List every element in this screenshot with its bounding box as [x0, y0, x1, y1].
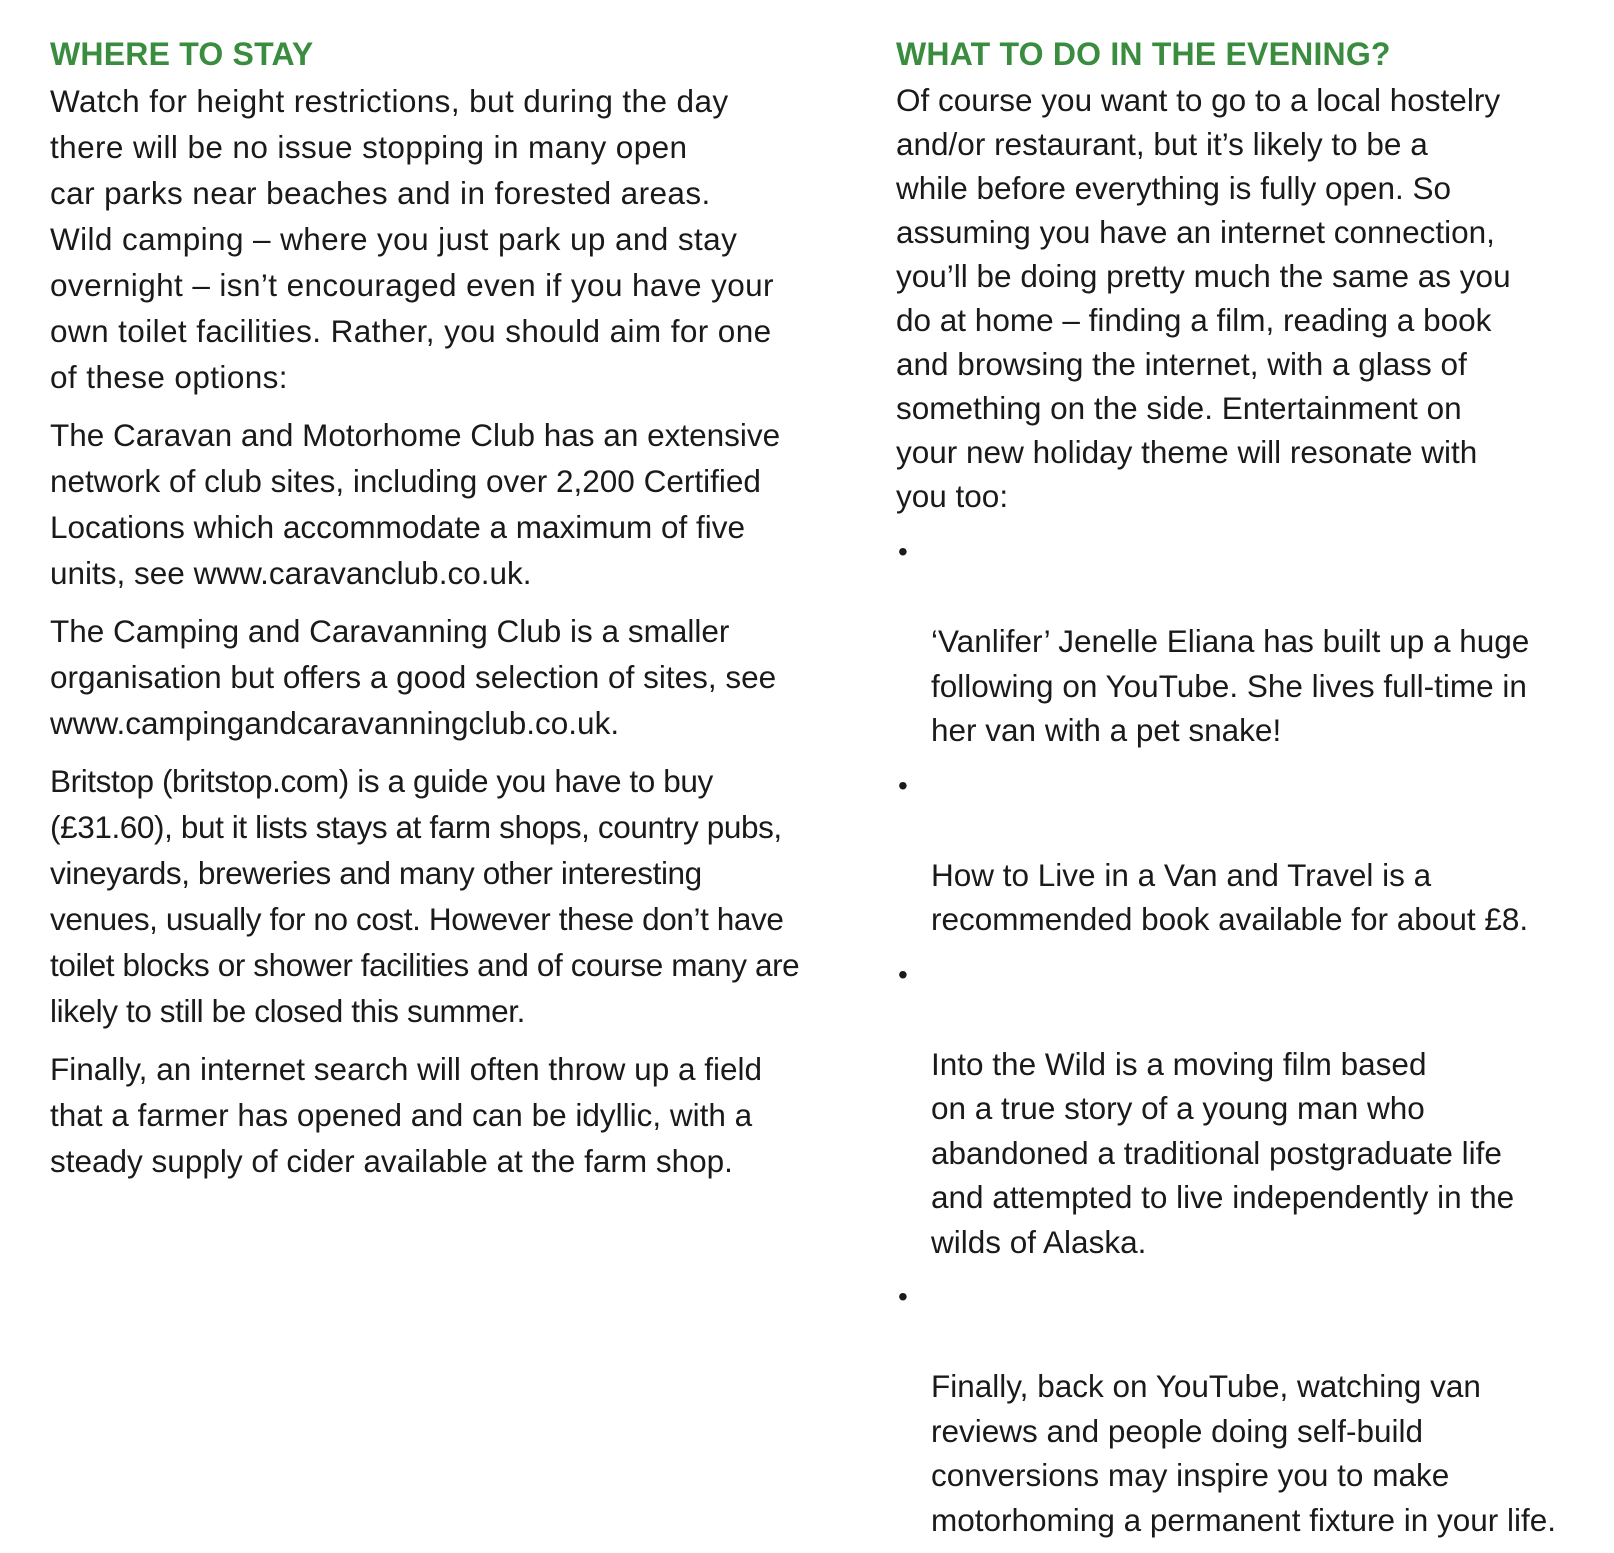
farmer-field-paragraph: Finally, an internet search will often throw up a field that a farmer has opened and can be idyllic, with a steady supply of cider available at the farm shop. — [50, 1051, 763, 1179]
right-column — [896, 34, 1596, 1553]
bullet-icon: • — [898, 958, 908, 990]
list-item-text: Finally, back on YouTube, watching van reviews and people doing self-build conversions may inspire you to make motorhoming a permanent fixture in your life. — [931, 1368, 1557, 1538]
list-item — [896, 764, 1596, 942]
intro-paragraph: Watch for height restrictions, but during the day there will be no issue stopping in many open car parks near beaches and in forested areas. Wild camping – where you just park up and stay overnight – isn’t encouraged even if you have your own toilet facilities. Rather, you should aim for one of these options: — [50, 83, 774, 395]
list-item — [896, 1275, 1596, 1542]
camping-club-paragraph: The Camping and Caravanning Club is a smaller organisation but offers a good selection of sites, see www.campingandcaravanningclub.co.uk. — [50, 613, 777, 741]
caravan-club-paragraph: The Caravan and Motorhome Club has an extensive network of club sites, including over 2,200 Certified Locations which accommodate a maximum of five units, see www.caravanclub.co.uk. — [50, 417, 781, 591]
evening-heading: WHAT TO DO IN THE EVENING? — [896, 36, 1391, 72]
list-item-text: ‘Vanlifer’ Jenelle Eliana has built up a huge following on YouTube. She lives full-time in her van with a pet snake! — [931, 623, 1530, 748]
britstop-paragraph: Britstop (britstop.com) is a guide you have to buy (£31.60), but it lists stays at farm shops, country pubs, vineyards, breweries and many other interesting venues, usually for no cost. However these don’t have toilet blocks or shower facilities and of course many are likely to still be closed this summer. — [50, 763, 800, 1029]
bullet-icon: • — [898, 769, 908, 801]
entertainment-list — [896, 530, 1596, 1542]
list-item — [896, 530, 1596, 753]
bullet-icon: • — [898, 1281, 908, 1312]
left-column — [50, 34, 850, 1196]
list-item — [896, 953, 1596, 1265]
where-to-stay-heading: WHERE TO STAY — [50, 36, 314, 72]
list-item-text: Into the Wild is a moving film based on a true story of a young man who abandoned a traditional postgraduate life and attempted to live independently in the wilds of Alaska. — [931, 1045, 1515, 1260]
evening-intro-paragraph: Of course you want to go to a local hostelry and/or restaurant, but it’s likely to be a while before everything is fully open. So assuming you have an internet connection, you’ll be doing pretty much the same as you do at home – finding a film, reading a book and browsing the internet, with a glass of something on the side. Entertainment on your new holiday theme will resonate with you too: — [896, 82, 1511, 514]
bullet-icon: • — [898, 536, 908, 567]
list-item-text: How to Live in a Van and Travel is a recommended book available for about £8. — [931, 856, 1529, 937]
